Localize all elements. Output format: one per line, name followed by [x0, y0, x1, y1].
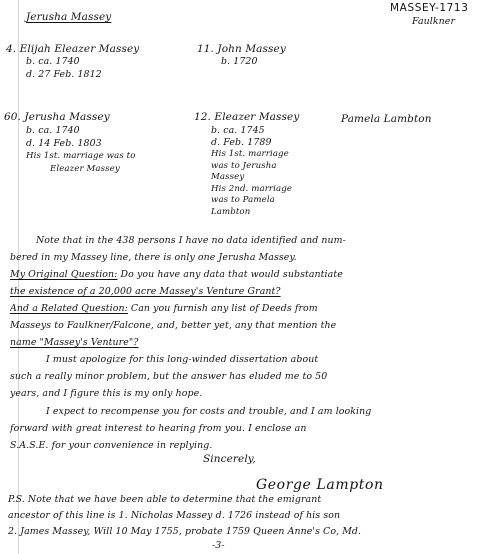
entry-4-died: d. 27 Feb. 1812 [26, 69, 102, 80]
question-lead: name "Massey's Venture"? [10, 337, 139, 348]
paragraph-line: years, and I figure this is my only hope. [10, 388, 203, 399]
salutation: Sincerely, [203, 453, 256, 465]
aside-name: Pamela Lambton [341, 113, 432, 125]
entry-60-line: d. 14 Feb. 1803 [26, 137, 102, 149]
entry-12-line: b. ca. 1745 [211, 125, 265, 136]
entry-12-label: 12. Eleazer Massey [194, 111, 300, 123]
entry-12-line: Lambton [211, 206, 251, 217]
postscript-line: P.S. Note that we have been able to determine that the emigrant [8, 494, 322, 505]
paragraph-line [10, 334, 462, 351]
paragraph-line: such a really minor problem, but the answer has eluded me to 50 [10, 371, 328, 382]
paragraph-line: My Original Question: Do you have any data that would substantiate [10, 269, 343, 280]
entry-60-line: b. ca. 1740 [26, 125, 80, 136]
paragraph-line: Masseys to Faulkner/Falcone, and, better yet, any that mention the [10, 320, 337, 331]
postscript-line: 2. James Massey, Will 10 May 1755, probate 1759 Queen Anne's Co, Md. [8, 526, 362, 537]
paragraph-line: S.A.S.E. for your convenience in replying. [10, 440, 213, 451]
paragraph-recompense [10, 403, 462, 454]
paragraph-line: Note that in the 438 persons I have no data identified and num- [36, 235, 346, 246]
signature: George Lampton [256, 477, 384, 493]
entry-4-label: 4. Elijah Eleazer Massey [6, 43, 140, 55]
entry-12-line: His 1st. marriage [211, 149, 289, 159]
paragraph-questions [10, 266, 462, 351]
paragraph-line: And a Related Question: Can you furnish any list of Deeds from [10, 303, 318, 314]
entry-60-line: His 1st. marriage was to [26, 151, 136, 161]
paragraph-line: I expect to recompense you for costs and trouble, and I am looking [46, 406, 372, 417]
entry-11-born: b. 1720 [221, 56, 258, 67]
reference-code: MASSEY-1713 [390, 2, 469, 14]
paragraph-apology [10, 351, 462, 402]
entry-12-line: His 2nd. marriage [211, 183, 292, 194]
postscript [8, 492, 476, 540]
entry-60-label: 60. Jerusha Massey [4, 111, 110, 123]
entry-12-line: was to Pamela [211, 195, 275, 205]
paragraph-line [10, 283, 462, 300]
entry-4-born: b. ca. 1740 [26, 56, 80, 67]
header-name: Jerusha Massey [26, 11, 112, 23]
question-lead: the existence of a 20,000 acre Massey's Venture Grant? [10, 286, 281, 297]
paragraph-note [10, 232, 462, 266]
paragraph-line: bered in my Massey line, there is only one Jerusha Massey. [10, 252, 297, 263]
paragraph-line: forward with great interest to hearing from you. I enclose an [10, 423, 307, 434]
entry-12-line: Massey [211, 172, 245, 182]
paragraph-line: I must apologize for this long-winded dissertation about [46, 354, 319, 365]
postscript-line: ancestor of this line is 1. Nicholas Massey d. 1726 instead of his son [8, 510, 341, 521]
entry-11-label: 11. John Massey [197, 43, 286, 55]
entry-12-line: was to Jerusha [211, 160, 277, 171]
entry-12-line: d. Feb. 1789 [211, 136, 272, 148]
entry-60-line: Eleazer Massey [50, 163, 120, 174]
question-lead: My Original Question: [10, 269, 118, 280]
question-lead: And a Related Question: [10, 303, 128, 314]
page-number: -3- [212, 540, 225, 551]
reference-name: Faulkner [412, 16, 456, 27]
